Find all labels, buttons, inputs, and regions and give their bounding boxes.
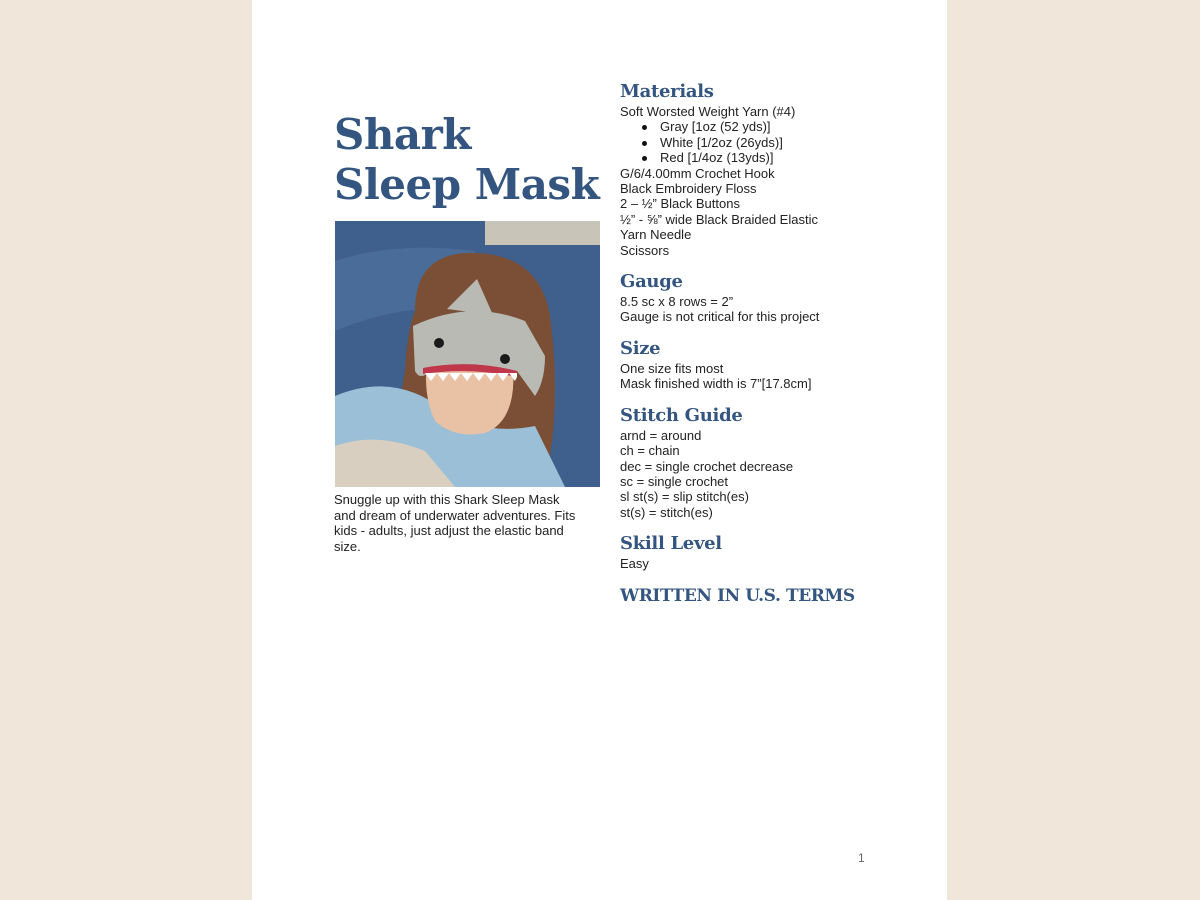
size-line: One size fits most xyxy=(620,360,724,376)
stitch-abbrev: sl st(s) = slip stitch(es) xyxy=(620,489,749,505)
product-photo xyxy=(335,221,600,487)
photo-headboard xyxy=(485,221,600,245)
yarn-color-gray: Gray [1oz (52 yds)] xyxy=(660,119,920,134)
material-elastic: ½” - ⅝” wide Black Braided Elastic xyxy=(620,211,818,227)
size-heading: Size xyxy=(620,337,661,359)
materials-yarn: Soft Worsted Weight Yarn (#4) xyxy=(620,104,796,119)
stitch-abbrev: st(s) = stitch(es) xyxy=(620,504,713,520)
stitch-guide-section xyxy=(620,404,920,520)
gauge-note: Gauge is not critical for this project xyxy=(620,309,820,325)
skill-value: Easy xyxy=(620,556,649,572)
page-number: 1 xyxy=(858,851,865,865)
yarn-color-list xyxy=(620,119,920,165)
pattern-page xyxy=(252,0,947,900)
photo-eye-right xyxy=(500,354,510,364)
material-hook: G/6/4.00mm Crochet Hook xyxy=(620,165,775,181)
gauge-heading: Gauge xyxy=(620,271,683,293)
skill-heading: Skill Level xyxy=(620,533,722,555)
stitch-abbrev: arnd = around xyxy=(620,427,702,443)
photo-eye-left xyxy=(434,338,444,348)
size-section xyxy=(620,337,920,392)
yarn-color-white: White [1/2oz (26yds)] xyxy=(660,135,920,150)
title-line-1: Shark xyxy=(334,110,471,159)
material-floss: Black Embroidery Floss xyxy=(620,181,757,197)
yarn-color-red: Red [1/4oz (13yds)] xyxy=(660,150,920,165)
pattern-details xyxy=(620,80,920,608)
intro-text: Snuggle up with this Shark Sleep Mask and dream of underwater adventures. Fits kids - adults, just adjust the elastic band size. xyxy=(334,492,576,554)
material-needle: Yarn Needle xyxy=(620,227,692,243)
gauge-line: 8.5 sc x 8 rows = 2” xyxy=(620,294,734,310)
material-scissors: Scissors xyxy=(620,242,670,258)
terms-note: WRITTEN IN U.S. TERMS xyxy=(620,585,855,606)
material-buttons: 2 – ½” Black Buttons xyxy=(620,196,740,212)
title-line-2: Sleep Mask xyxy=(334,160,600,209)
stitch-abbrev: dec = single crochet decrease xyxy=(620,458,794,474)
gauge-section xyxy=(620,270,920,325)
materials-section xyxy=(620,80,920,258)
skill-section xyxy=(620,532,920,571)
page-title xyxy=(334,110,599,210)
stitch-guide-heading: Stitch Guide xyxy=(620,404,743,426)
materials-heading: Materials xyxy=(620,81,714,102)
size-width: Mask finished width is 7”[17.8cm] xyxy=(620,376,812,392)
stitch-abbrev: sc = single crochet xyxy=(620,473,729,489)
stitch-abbrev: ch = chain xyxy=(620,443,680,459)
